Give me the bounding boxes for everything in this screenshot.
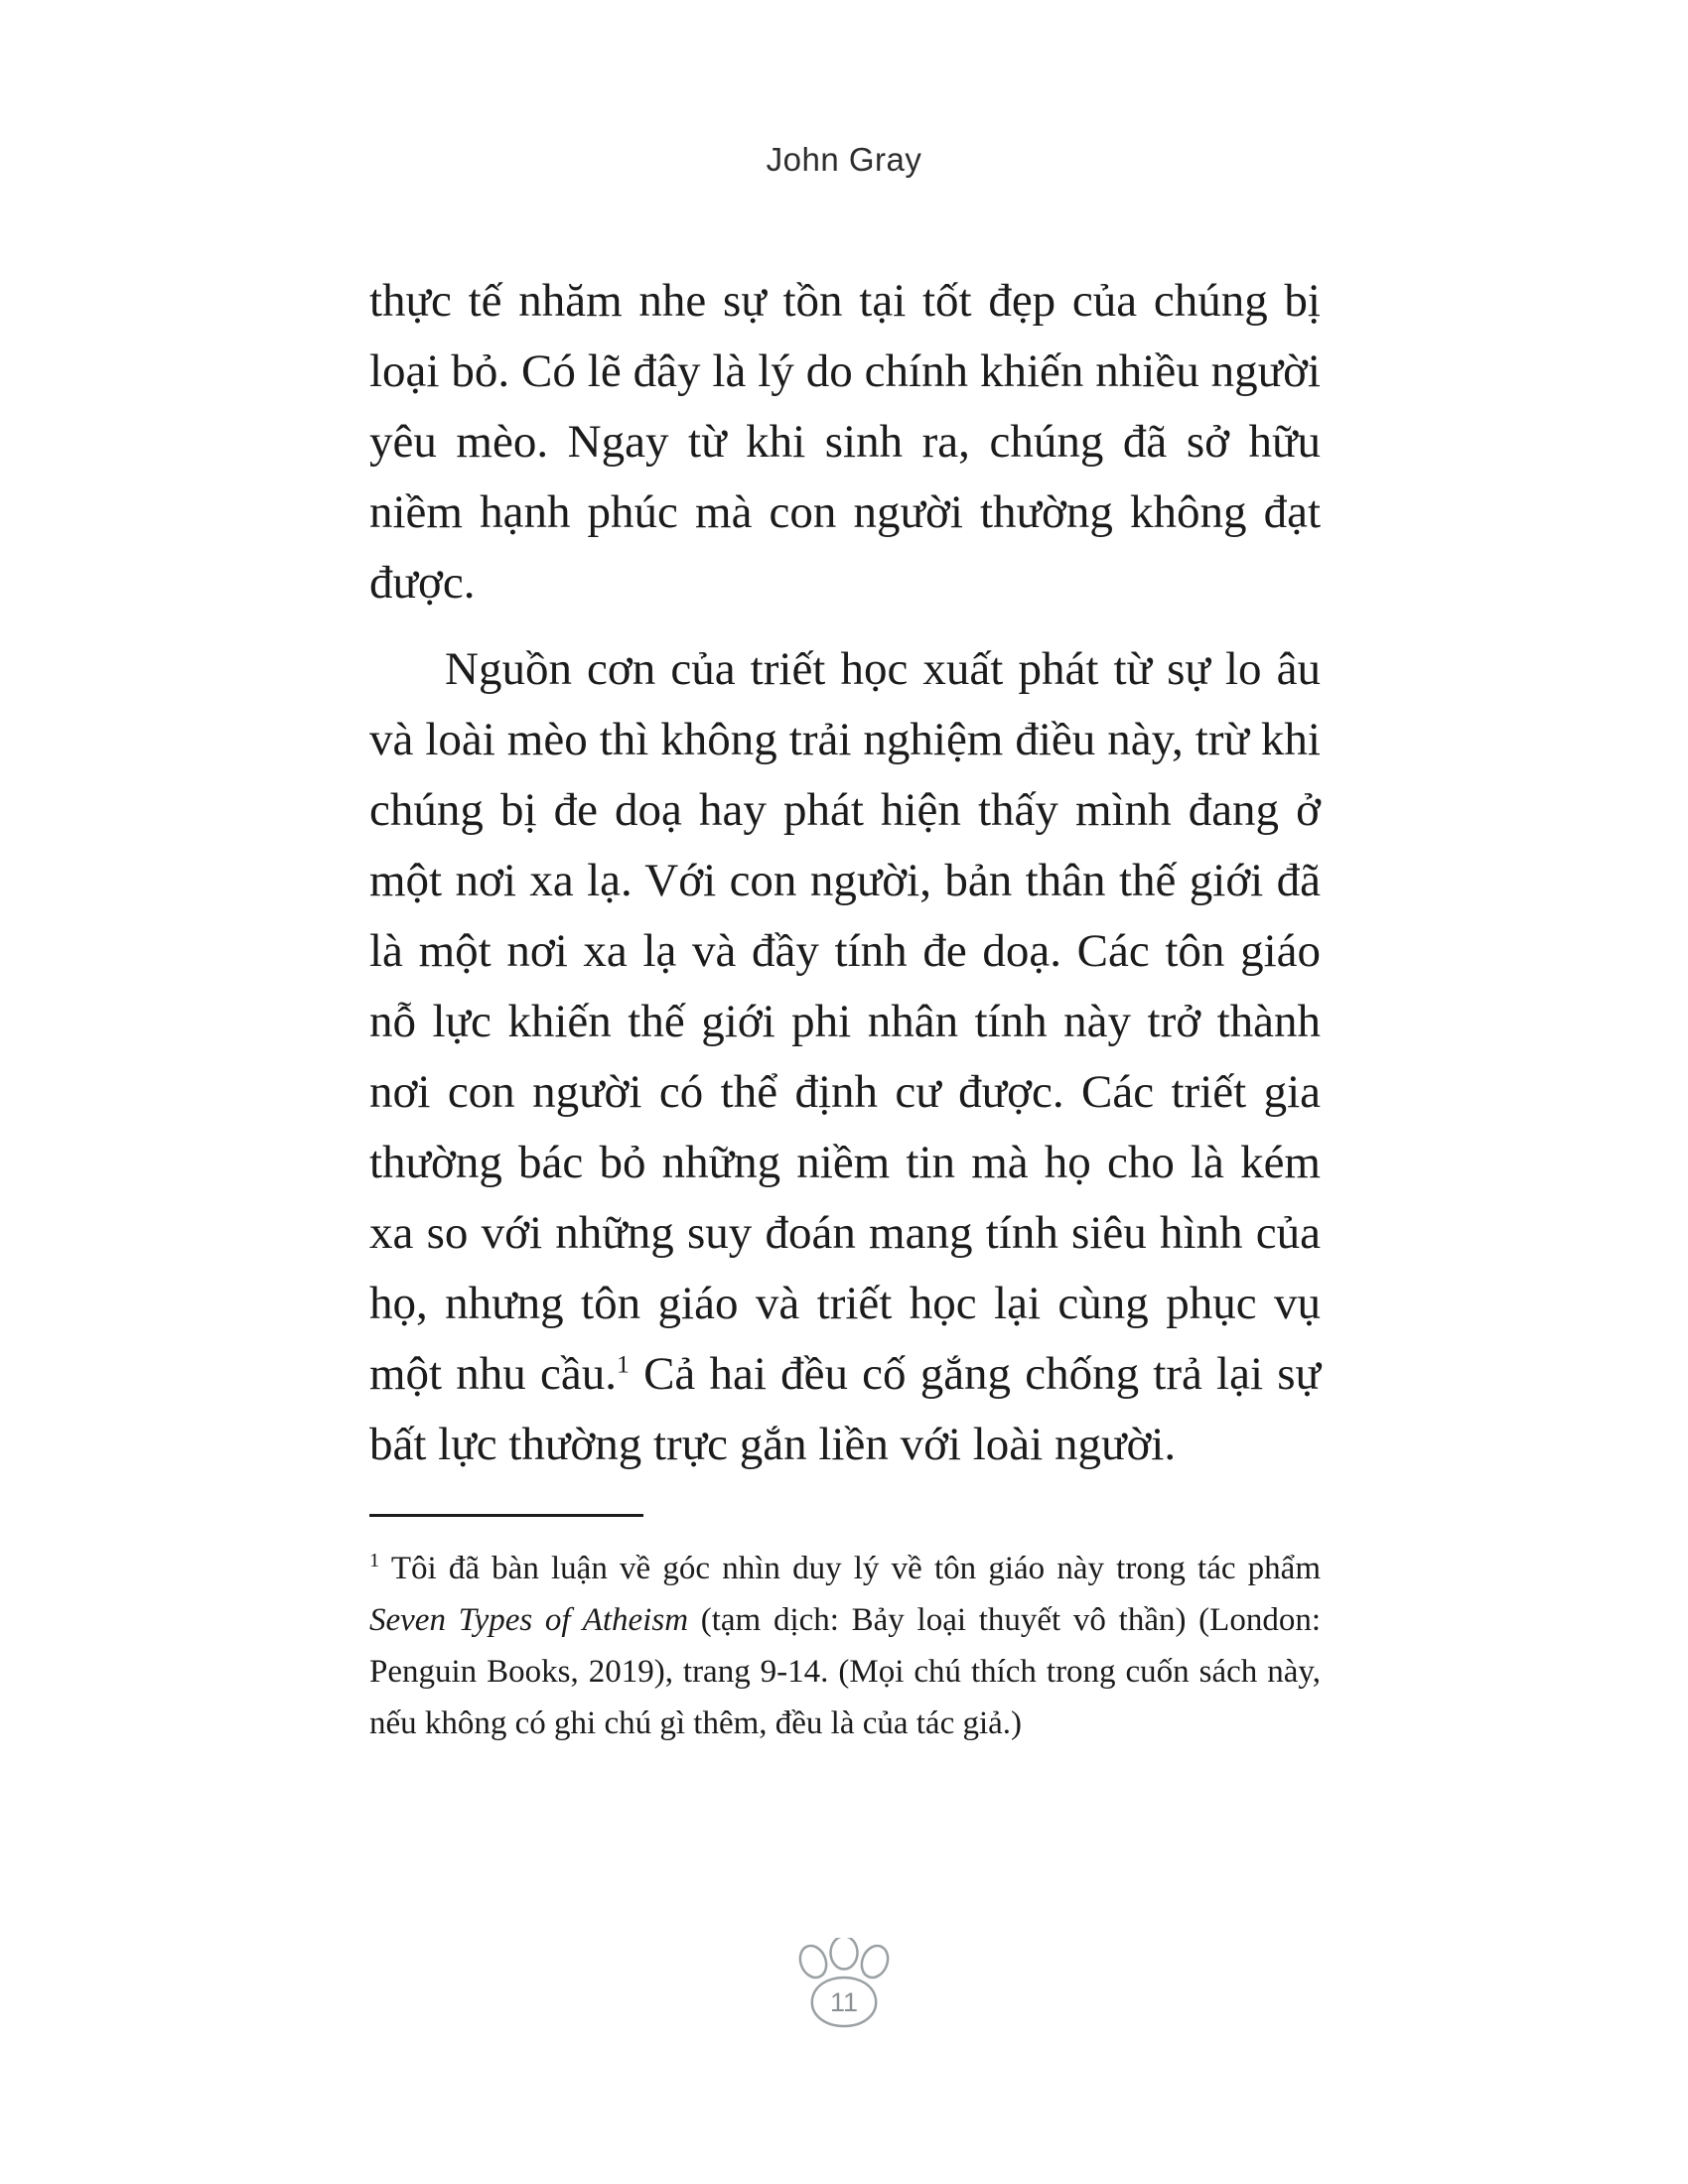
footnote-book-title: Seven Types of Atheism	[369, 1602, 689, 1638]
running-header-author: John Gray	[766, 141, 922, 178]
body-paragraph-2-text: Nguồn cơn của triết học xuất phát từ sự lo âu và loài mèo thì không trải nghiệm điều này, trừ khi chúng bị đe doạ hay phát hiện thấy mình đang ở một nơi xa lạ. Với con người, bản thân thế giới đã là một nơi xa lạ và đầy tính đe doạ. Các tôn giáo nỗ lực khiến thế giới phi nhân tính này trở thành nơi con người có thể định cư được. Các triết gia thường bác bỏ những niềm tin mà họ cho là kém xa so với những suy đoán mang tính siêu hình của họ, nhưng tôn giáo và triết học lại cùng phục vụ một nhu cầu.	[369, 643, 1321, 1400]
text-block	[369, 266, 1321, 1749]
body-paragraph-1: thực tế nhăm nhe sự tồn tại tốt đẹp của chúng bị loại bỏ. Có lẽ đây là lý do chính khiến nhiều người yêu mèo. Ngay từ khi sinh ra, chúng đã sở hữu niềm hạnh phúc mà con người thường không đạt được.	[369, 275, 1321, 609]
footnote-text-before-title: Tôi đã bàn luận về góc nhìn duy lý về tôn giáo này trong tác phẩm	[379, 1551, 1321, 1586]
footnote-divider	[369, 1514, 643, 1517]
paw-toe-middle	[831, 1938, 858, 1970]
body-paragraph-2	[369, 634, 1321, 1480]
page-footer	[0, 1938, 1688, 2041]
page-number: 11	[829, 1987, 859, 2017]
paw-toe-right	[857, 1942, 893, 1981]
body-paragraph-2-text-continued: Cả hai đều cố gắng chống trả lại sự bất lực thường trực gắn liền với loài người.	[369, 1348, 1321, 1470]
paw-print-icon	[782, 1938, 906, 2041]
paw-toe-left	[795, 1942, 831, 1981]
footnote-text-after-title: (tạm dịch: Bảy loại thuyết vô thần) (London: Penguin Books, 2019), trang 9-14. (Mọi chú thích trong cuốn sách này, nếu không có ghi chú gì thêm, đều là của tác giả.)	[369, 1602, 1321, 1741]
footnote-marker: 1	[369, 1550, 380, 1571]
footnote-paragraph	[369, 1543, 1321, 1749]
footnote-reference-mark: 1	[616, 1349, 630, 1379]
